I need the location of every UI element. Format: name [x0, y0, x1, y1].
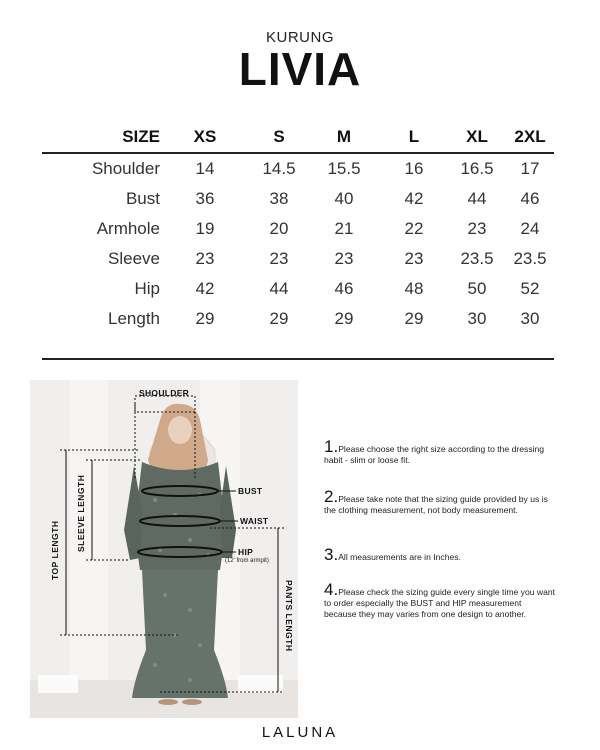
shoulder-label: SHOULDER	[139, 388, 190, 398]
cell: 36	[195, 189, 215, 208]
cell: 40	[334, 189, 354, 208]
cell: 21	[334, 219, 354, 238]
cell: 15.5	[327, 159, 361, 178]
note-text: Please choose the right size according to the dressing habit - slim or loose fit.	[324, 444, 545, 465]
cell: 46	[334, 279, 354, 298]
cell: 16	[404, 159, 424, 178]
header-s: S	[273, 127, 285, 146]
cell: 23	[195, 249, 215, 268]
cell: 22	[404, 219, 424, 238]
note-4	[324, 580, 556, 620]
cell: 16.5	[460, 159, 494, 178]
header-2xl: 2XL	[514, 127, 546, 146]
size-table	[42, 122, 554, 334]
cell: 29	[269, 309, 289, 328]
row-label: Sleeve	[108, 249, 160, 268]
cell: 50	[467, 279, 487, 298]
top-length-label: TOP LENGTH	[50, 520, 60, 580]
table-row	[42, 154, 554, 184]
bust-label: BUST	[238, 486, 263, 496]
header-m: M	[336, 127, 352, 146]
cell: 42	[195, 279, 215, 298]
note-1	[324, 437, 556, 466]
cell: 29	[334, 309, 354, 328]
cell: 14	[195, 159, 215, 178]
cell: 46	[520, 189, 540, 208]
hip-note: (12' from armpit)	[225, 558, 269, 564]
pants-length-label: PANTS LENGTH	[284, 580, 294, 652]
table-row	[42, 184, 554, 214]
header-xl: XL	[466, 127, 488, 146]
table-row	[42, 244, 554, 274]
cell: 20	[269, 219, 289, 238]
note-text: All measurements are in Inches.	[338, 552, 461, 562]
cell: 48	[404, 279, 424, 298]
cell: 30	[467, 309, 487, 328]
note-text: Please take note that the sizing guide provided by us is the clothing measurement, not body measurement.	[324, 494, 548, 515]
note-text: Please check the sizing guide every single time you want to order especially the BUST and HIP measurement because they may varies from one design to another.	[324, 587, 556, 619]
note-number: 2.	[324, 487, 339, 506]
cell: 23	[467, 219, 487, 238]
note-number: 4.	[324, 580, 339, 599]
cell: 38	[269, 189, 289, 208]
cell: 30	[520, 309, 540, 328]
table-row	[42, 274, 554, 304]
table-row	[42, 214, 554, 244]
note-number: 1.	[324, 437, 339, 456]
row-label: Hip	[134, 279, 160, 298]
row-label: Armhole	[96, 219, 160, 238]
cell: 29	[404, 309, 424, 328]
table-row	[42, 304, 554, 334]
cell: 14.5	[262, 159, 296, 178]
header-l: L	[408, 127, 420, 146]
sleeve-length-label: SLEEVE LENGTH	[76, 474, 86, 552]
row-label: Length	[108, 309, 160, 328]
cell: 19	[195, 219, 215, 238]
measurement-photo	[30, 380, 298, 718]
cell: 23.5	[513, 249, 547, 268]
cell: 42	[404, 189, 424, 208]
brand-logo-text: LALUNA	[261, 724, 339, 741]
note-3	[324, 545, 556, 564]
waist-label: WAIST	[240, 516, 269, 526]
product-category: KURUNG	[265, 29, 334, 46]
hip-label: HIP	[238, 547, 254, 557]
model-illustration	[30, 380, 298, 718]
note-number: 3.	[324, 545, 339, 564]
size-table-header	[42, 122, 554, 152]
header-xs: XS	[193, 127, 217, 146]
row-label: Bust	[125, 189, 160, 208]
note-2	[324, 487, 556, 516]
cell: 44	[467, 189, 487, 208]
cell: 23.5	[460, 249, 494, 268]
cell: 29	[195, 309, 215, 328]
cell: 23	[334, 249, 354, 268]
header-size: SIZE	[122, 127, 160, 146]
product-title: LIVIA	[238, 43, 362, 95]
cell: 24	[520, 219, 540, 238]
row-label: Shoulder	[91, 159, 160, 178]
cell: 23	[404, 249, 424, 268]
cell: 52	[520, 279, 540, 298]
table-bottom-rule	[42, 358, 554, 360]
cell: 23	[269, 249, 289, 268]
cell: 17	[520, 159, 540, 178]
cell: 44	[269, 279, 289, 298]
